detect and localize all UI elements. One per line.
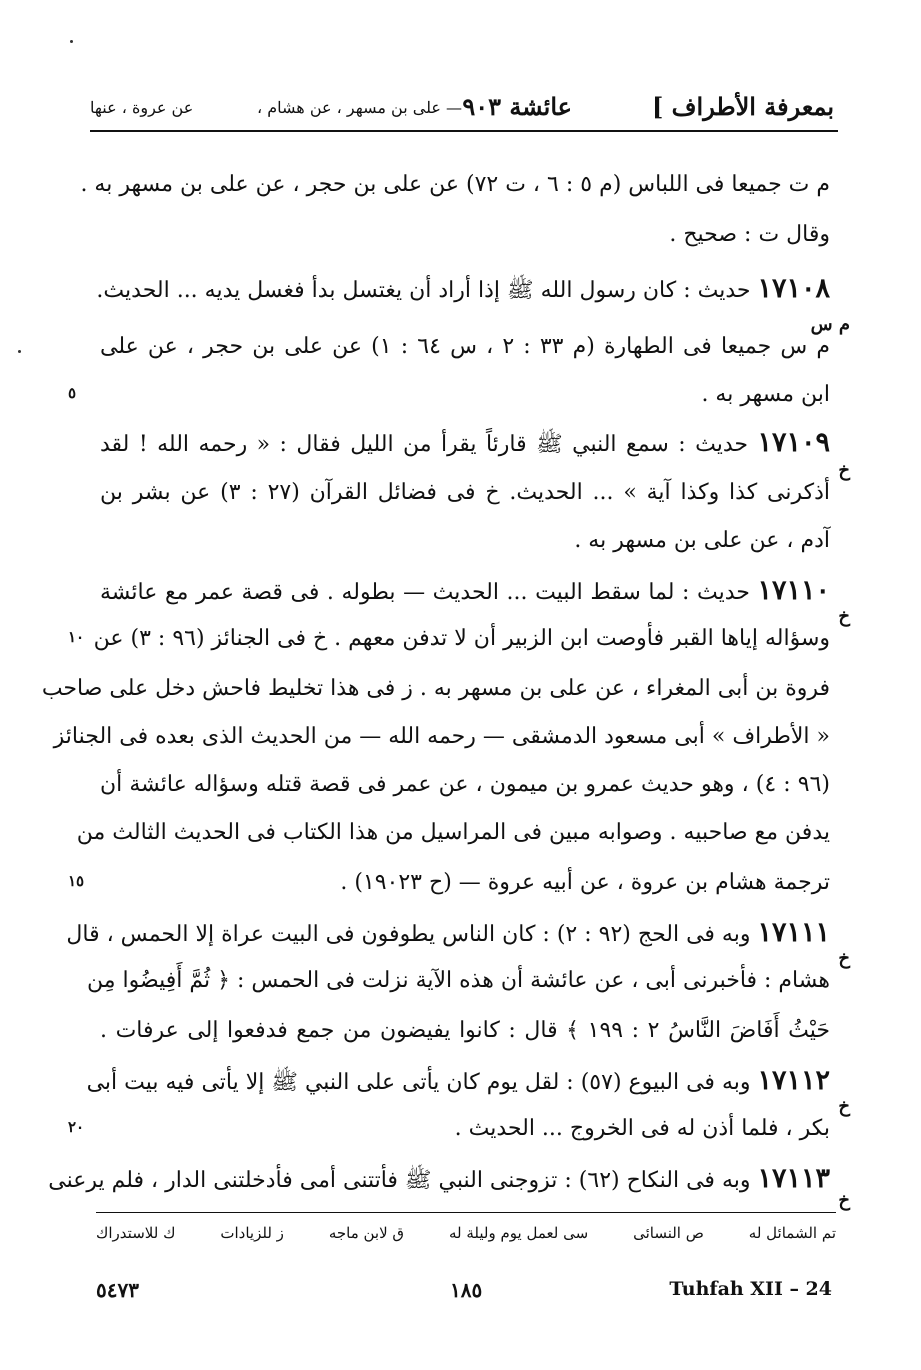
hadith-number: ١٧١١٣ bbox=[757, 1163, 830, 1194]
abbreviation-item: ق لابن ماجه bbox=[328, 1224, 405, 1242]
line-text: وبه فى النكاح (٦٢) : تزوجنى النبي ﷺ فأتتنى أمى فأدخلتنى الدار ، فلم يرعنى bbox=[48, 1168, 751, 1193]
source-siglum: خ bbox=[838, 948, 850, 969]
text-line bbox=[48, 1154, 830, 1204]
footer-volume-label: Tuhfah XII – 24 bbox=[669, 1278, 832, 1300]
line-number: ٥ bbox=[68, 384, 77, 402]
line-text: فروة بن أبى المغراء ، عن علی بن مسهر به . ز فى هذا تخليط فاحش دخل على صاحب bbox=[41, 676, 830, 701]
line-text: وقال ت : صحيح . bbox=[669, 222, 830, 247]
text-line bbox=[87, 956, 830, 1006]
text-line bbox=[86, 1056, 830, 1106]
text-line bbox=[93, 614, 830, 664]
header-chain: — علی بن مسهر ، عن هشام ، bbox=[256, 98, 462, 117]
line-text: أذكرنى كذا وكذا آية » ... الحديث. خ فى فضائل القرآن (٢٧ : ٣) عن بشر بن bbox=[100, 480, 830, 505]
text-line bbox=[100, 418, 830, 468]
line-text: ترجمة هشام بن عروة ، عن أبيه عروة — (ح ١٩٠٢٣) . bbox=[340, 870, 830, 895]
text-line bbox=[100, 858, 830, 908]
source-siglum: خ bbox=[838, 1096, 850, 1117]
line-text: م س جميعا فى الطهارة (م ٣٣ : ٢ ، س ٦٤ : ١) عن علی بن حجر ، عن علی bbox=[100, 334, 831, 359]
hadith-number: ١٧١١١ bbox=[757, 917, 830, 948]
text-line bbox=[41, 664, 830, 714]
line-number: ١٥ bbox=[68, 872, 85, 890]
line-text: يدفن مع صاحبيه . وصوابه مبين فى المراسيل من هذا الكتاب فى الحديث الثالث من bbox=[76, 820, 830, 845]
text-line bbox=[76, 808, 830, 858]
header-title: بمعرفة الأطراف ] bbox=[651, 92, 834, 121]
line-text: حديث : لما سقط البيت ... الحديث — بطوله . فى قصة عمر مع عائشة bbox=[100, 580, 750, 605]
text-line bbox=[66, 908, 830, 958]
header-rule bbox=[90, 130, 838, 132]
text-line bbox=[100, 468, 830, 518]
source-siglum: خ bbox=[838, 606, 850, 627]
text-line bbox=[100, 1006, 830, 1056]
footer-code: ٥٤٧٣ bbox=[96, 1278, 139, 1302]
source-siglum: م س bbox=[810, 314, 850, 335]
header-narrator: عائشة ٩٠٣ bbox=[462, 92, 572, 121]
line-text: هشام : فأخبرنى أبى ، عن عائشة أن هذه الآية نزلت فى الحمس : ﴿ ثُمَّ أَفِيضُوا مِن bbox=[87, 968, 830, 993]
line-text: حديث : كان رسول الله ﷺ إذا أراد أن يغتسل بدأ فغسل يديه ... الحديث. bbox=[96, 278, 751, 303]
line-text: حديث : سمع النبي ﷺ قارئاً يقرأ من الليل فقال : « رحمه الله ! لقد bbox=[100, 432, 749, 457]
hadith-number: ١٧١٠٩ bbox=[757, 427, 830, 458]
text-line bbox=[100, 322, 830, 372]
abbreviation-item: تم الشمائل له bbox=[748, 1224, 836, 1242]
hadith-number: ١٧١٠٨ bbox=[757, 273, 830, 304]
line-number: ٢٠ bbox=[68, 1118, 85, 1136]
text-line bbox=[96, 264, 830, 314]
page-footer bbox=[96, 1278, 836, 1310]
text-line bbox=[100, 516, 830, 566]
abbreviation-item: ز للزيادات bbox=[220, 1224, 284, 1242]
text-line bbox=[100, 566, 830, 616]
line-text: وبه فى البيوع (٥٧) : لقل يوم كان يأتى على النبي ﷺ إلا يأتى فيه بيت أبى bbox=[86, 1070, 751, 1095]
header-chain-end: عن عروة ، عنها bbox=[90, 98, 194, 117]
scan-speck bbox=[18, 350, 21, 353]
hadith-number: ١٧١١٠ bbox=[757, 575, 830, 606]
source-siglum: خ bbox=[838, 460, 850, 481]
running-header bbox=[90, 88, 834, 128]
text-line bbox=[80, 160, 830, 210]
line-number: ١٠ bbox=[68, 628, 85, 646]
hadith-number: ١٧١١٢ bbox=[757, 1065, 830, 1096]
line-text: م ت جميعا فى اللباس (م ٥ : ٦ ، ت ٧٢) عن علی بن حجر ، عن علی بن مسهر به . bbox=[80, 172, 830, 197]
line-text: ابن مسهر به . bbox=[701, 382, 830, 407]
line-text: بكر ، فلما أذن له فى الخروج ... الحديث . bbox=[454, 1116, 830, 1141]
text-line bbox=[53, 712, 830, 762]
line-text: وبه فى الحج (٩٢ : ٢) : كان الناس يطوفون فى البيت عراة إلا الحمس ، قال bbox=[66, 922, 751, 947]
text-line bbox=[100, 760, 830, 810]
text-line bbox=[100, 370, 830, 420]
line-text: آدم ، عن علی بن مسهر به . bbox=[574, 528, 830, 553]
footer-rule bbox=[96, 1212, 836, 1213]
line-text: حَيْثُ أَفَاضَ النَّاسُ ٢ : ١٩٩ ﴾ قال : كانوا يفيضون من جمع فدفعوا إلى عرفات . bbox=[100, 1018, 830, 1043]
line-text: (٩٦ : ٤) ، وهو حديث عمرو بن ميمون ، عن عمر فى قصة قتله وسؤاله عائشة أن bbox=[100, 772, 830, 797]
line-text: « الأطراف » أبى مسعود الدمشقى — رحمه الله — من الحديث الذى بعده فى الجنائز bbox=[53, 724, 830, 749]
text-line bbox=[100, 210, 830, 260]
abbreviation-key bbox=[96, 1224, 836, 1254]
scan-speck bbox=[70, 40, 73, 43]
text-line bbox=[100, 1104, 830, 1154]
abbreviation-item: سى لعمل يوم وليلة له bbox=[449, 1224, 589, 1242]
abbreviation-item: ك للاستدراك bbox=[96, 1224, 176, 1242]
abbreviation-item: ص النسائى bbox=[633, 1224, 704, 1242]
page-number: ١٨٥ bbox=[450, 1278, 483, 1302]
line-text: وسؤاله إياها القبر فأوصت ابن الزبير أن لا تدفن معهم . خ فى الجنائز (٩٦ : ٣) عن bbox=[93, 626, 830, 651]
source-siglum: خ bbox=[838, 1190, 850, 1211]
